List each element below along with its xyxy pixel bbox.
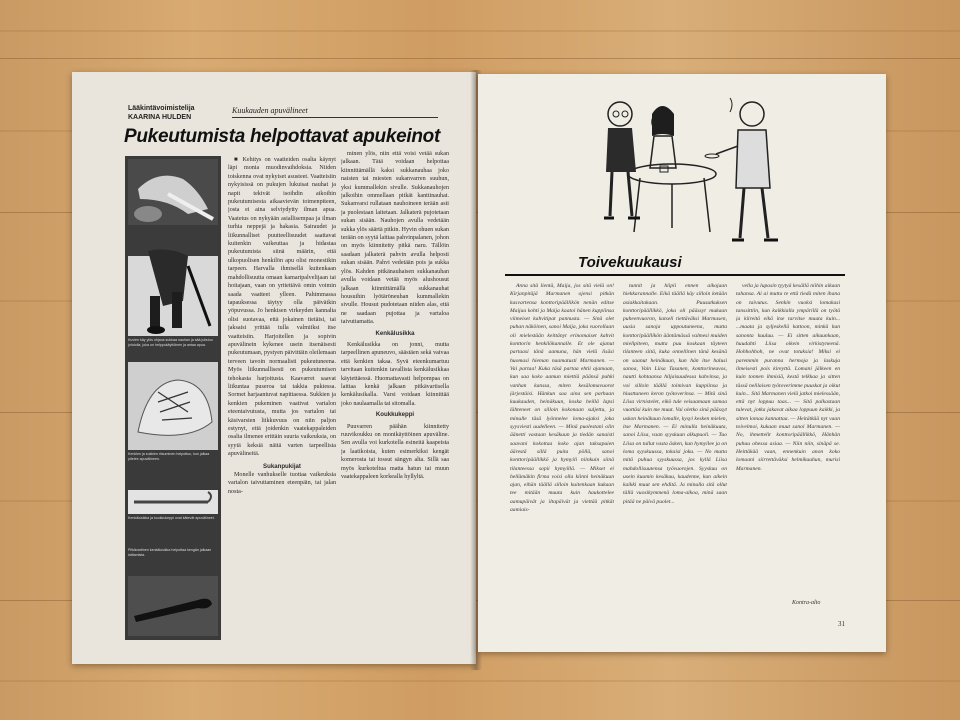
column-1-text: ■ Kehitys on vaatteiden osalta käynyt läpi monia muodinvaihdoksia. Niiden toiskenna ovat nykyiset asusteet. Vaatteisiin nykyisissä on pukujen lukuisat nauhat ja napit tekivät isoihdin aikoihin pukeutumisesta aikaavievän toimenpiteen, josta ei aina selviydytty ilman apua. Vaatetus on nykyään asiallisempaa ja ilman turhia neppejä ja hakasia. Sairaudet ja liikunnalliset puutteellisuudet saattavat kuitenkin vaikeuttaa ja hidastaa pukeutumista siinä määrin, että ulkopuolisen henkilön apu olisi monestikin tarpeen. Harvalla ihmisellä kuitenkaan mahdollisuutta omaan kamaripalvelijaan tai hoitajaan, vaan on yritettävä omin voimin saada vaatteet ylleen. Pahimmassa tapauksessa täytyy olla päivätkin yöpuvussa. Jo henkisen virkeyden kannalta olisi suotavaa, että jokainen tietäisi, tai jaksaisi yrittää tulla valmiiksi itse vaatteisiin. Harjoitellen ja sopivin apuvälinein kykenee usein itsenäisesti pukeutumaan, pystyen päivittäin oleilemaan terveen tavoin normaalisti pukeutuneena. Myös liikunnallisesti on pukeutumisen tehokasta harjoitusta. Kaavarret saavat liikuntaa puseroa tai takkia pukiessa. Sormet harjaantuvat napittaessa. Sukkien ja kenkien pukeminen vaativat vartalon eteentaivutusta, mutta jos vartalon tai käsivarsien liikkuvuus on niin paljon estynyt, että joidenkin vaatekappaleiden osalta ilmenee erittäin suuria vaikeuksia, on syytä keksiä näitä varten tarpeellisia apuvälineitä. — [228, 157, 336, 458]
photo-caption-1: Kuvien käy ylös ohjaus sukkaa nauhan ja sää julistuu johdolla, joka on helppokäyttöinen ja antaa apua. — [128, 338, 213, 347]
photo-shoehorn — [128, 576, 218, 636]
byline — [128, 104, 195, 122]
subhead-sukanpukijat: Sukanpukijat — [263, 462, 301, 470]
article-headline: Pukeutumista helpottavat apukeinot — [124, 126, 441, 147]
story-column-3-text: vella ja lupasin tyytyä kesällä niihin aikaan tahansa. Ai ai mutta te että tiedä miten ihana on taivutus. Senkin vuoksi lomakasi tanssittiin, kun kaikkialla ympärillä on työtä ja kiireitä eikä itse tarvitse muuta kuin... ...maata ja syljeskellä kattoon, minkä kun sanonta kuuluu. — Ei sitten aikuunkaan, huudahti Liisa oikein virkistyneenä. Hohhohhoh, ne ovat totuksia! Miksi ei paremmin puranna hermoja ja laskuja ilmeisesti pois kireyttä. Lomani jälkeen en kuin tonnen ihmisiä, kestä telkkaa ja sitten tässä nelilaisen työtoverimme puuskat ja oikut kuin... Sitä Marmanen vielä jatkoi mielessään, että nyt loppuu taas... — Sitä palkastaan tulevat, jotka jakavat aikaa loppuun kaikki, ja sitten lomaa kannattaa. — Heitätkää nyt vaan toivelmoi, kukaan muut sanoi Marmanen. — No, ihmettelit konttoripäällikkö, Hänhän puhuu ohessa asiaa. — Niin niin, sinäpä se. Heittäkää vaan, ennenkuin anon koko lomaani siirrettäväksi helmikuuhun, murisi Marmanen. — [736, 283, 840, 472]
photo-shoe-laces — [128, 362, 218, 450]
byline-name: KAARINA HULDEN — [128, 114, 192, 121]
title-rule — [505, 274, 845, 276]
column-2-kenkalusikka: Kenkälusikka on jonni, mutta tarpeellinen apuneuvo, säästäen sekä vaivaa että kenkien takaa. Syvä eteenkumartuu tarvitaan kuitenkin tavallista kenkälusikkaa käytettäessä. Huomattavasti helpompaa on laittaa kenkä jalkaan pitkävartisella kenkälusikalla. Varsi voidaan kiinnittää joko naulaamalla tai sitomalla. — [341, 341, 449, 407]
article-column-1 — [228, 156, 336, 620]
photo-caption-2: Kenkien ja sukkien riisuminen helpottuu, kun jalkaa pitelee apuvälineen. — [128, 452, 210, 461]
photo-caption-4: Pitkävartinen kenkälusikka helpottaa kengän jalkaan laittamista. — [128, 548, 212, 557]
story-column-3 — [736, 282, 840, 598]
story-signature: Kontra-alto — [792, 600, 821, 606]
right-page-title: Toivekuukausi — [578, 254, 682, 271]
subhead-kenkalusikka: Kenkälusikka — [375, 329, 415, 337]
column-1-end: Monelle vanhukselle tuottaa vaikeuksia vartalon taivuttaminen eteenpäin, tai jalan nosta- — [228, 472, 336, 495]
page-number: 31 — [838, 620, 845, 628]
photo-caption-3: Kenkälusikka ja koukkukeppi ovat kätevät apuvälineet. — [128, 516, 215, 520]
kicker-rule — [232, 117, 438, 118]
photo-hook-stick — [128, 490, 218, 514]
subhead-koukkukeppi: Koukkukeppi — [375, 411, 415, 419]
byline-role: Lääkintävoimistelija — [128, 105, 195, 112]
column-2-text: minen ylös, niin että voisi vetää sukan jalkaan. Tätä voidaan helpottaa kiinnittämällä kaksi sukkanauhaa joko naisten tai miesten sukanvarren suuhun, yksi kummallekin sivulle. Sukkanauhojen jalkoihin ommellaan pitkät kanttinauhat. Sukanvarsi rullataan nauhoineen terään asti ja puolestaan laitetaan. Jalkaterä pujotetaan sukan sisään. Nauhojen avulla vedetään sukka ylös säärtä pitkin. Hyvin ohuen sukan terään on syytä laittaa pahvinpalanen, johon on myös kiinnitetty pitkä naru. Tällöin saadaan jalkaterä pahvin avulla helposti sukan sisään. Pahvi vedetään pois ja sukka ylös. Kahden pitkänauhaisen sukkanauhan avulla voidaan vetää myös alushousut jalkaan kiinnittämällä sukkanauhat housuihin lyötäröneuhan kummallekin sivulle. Housut pudotetaan niiden alas, että ne saadaan pujottaa ja vartaloa taivuttamatta. — [341, 151, 449, 326]
column-2-koukkukeppi: Puuvarren päähän kiinnitetty ruuvikoukku on monikäyttöinen apuväline. Sen avulla voi kurkotella esineitä kaapeista ja laatikoista, kuten esimerkiksi kengät komerosta tai tossut sängyn alta. Sillä saa myös kurkoteltua matta hatun tai muun vaatekappaleen korkealla hyllyltä. — [341, 423, 449, 481]
article-column-2 — [341, 150, 449, 618]
story-column-1 — [510, 282, 614, 618]
story-column-2-text: tunnit ja hiipii ennen aikojaan hiekkarannalle. Eikä täällä käy silloin ketään asiakkaitakaan. Puusutkuksen konttoripäällikkö, joka oli päässyt mukaan puheenvuoron, katseli tiettäväksi Marmasen, uusia sanoja uppoutuneena, mutta konttoripäällikön ääntämässä valmesi muiden mielipiteen, mutta puu koskaan täyteen tilanteen siitä, kuka onnellinen tänä kesänä on saanut heinäkuun, kun hän itse halusi sanoa, Vain Liisa Tasanen, konttorineuvos, nautti kohtaansa hiljaisuudessa kahvinsa, ja voi silloin täällä toimivan kuppiinsa ja hiusttuneen keron työtoverinsa. — Mitä sinä Liisa virnistelet, eikö tule veisaamaan samaa vuottäsi kuin me muut. Vai oletko sinä päässyt uskon heinäkuun lomalle, kysyi kesken mielen, itse Marmanen. — Ei minulla heinäkuuta, sanoi Liisa, vaan syyskuun alkupuoli. — Tuo Liisa on tullut vasta äsken, kun hymyilee ja on loma syyskuussa, tokaisi joku. — No mutta mitä puhua syyskuussa, jos kyllä Liisa mahdollisuutensa työvuorojen. Syyskuu on usein kuumin kesäkuu, kaudenne, kun aikein kaikki muut sen ehditä. Ja minulla sitä ollut tällä vuosikymmenä loma-aikoa, minä saan pitää ne päivä puolet... — [623, 283, 727, 505]
photo-person-dressing — [128, 226, 218, 336]
story-column-1-text: Anna sitä lientä, Maija, jos sitä vielä on! Kirjanpitäjä Marmanen ojensi pitkän kasvartensa konttoripäällikön nenän editse Maijaa kohti ja Maija kaatoi hänen kuppiinsa viimeiset kahvitipat pannusta. — Sinä olet puhan näköinen, sanoi Maija, joka vuorollaan oli mielestään keittänyt erinomaiset kahvit konttorin henkilökunnalle. Et ole ajanut partaasi tänä aamuna, hän vielä lisäsi huomasi hieman naamatusti Marmanen. — Vai partaa! Kuka täsä partaa ehtii ajamaan, kun saa koko aamun miettiä päänsä puhki vanhan kanssa, miten kesälomavuorot järjestäisi. Hänkun saa aina sen parhaan kuukauden, heinäkuun, koska heillä lapsi lähteneet on silloin kokonaan suljettu, ja minulle täsä lyönnelee loma-ajaksi joka syysviesti uudelleen. — Minä puolestani olin äänetti vastaan kesäkuun ja tiedän sanaisti saavani kokottaa koko ajan taksapuien äärestä sillä puita pöllä, sanoi konttoripäällikkö ja hymyili niinkuin siinä tilanteessa sopii hymyillä. — Mikset ei hellämäkin firma voisi olla kiinni heinäkuun ajan, eihän täällä silloin kuitenkaan kukaan tee mitään muuta kuin haukottelee aamupäivät ja iltapäivät ja viettää pitkät aamiais- — [510, 283, 614, 514]
cartoon-illustration — [580, 92, 792, 252]
photo-strip — [125, 156, 221, 640]
kicker: Kuukauden apuvälineet — [232, 106, 308, 115]
story-column-2 — [623, 282, 727, 618]
photo-feet — [128, 159, 218, 225]
